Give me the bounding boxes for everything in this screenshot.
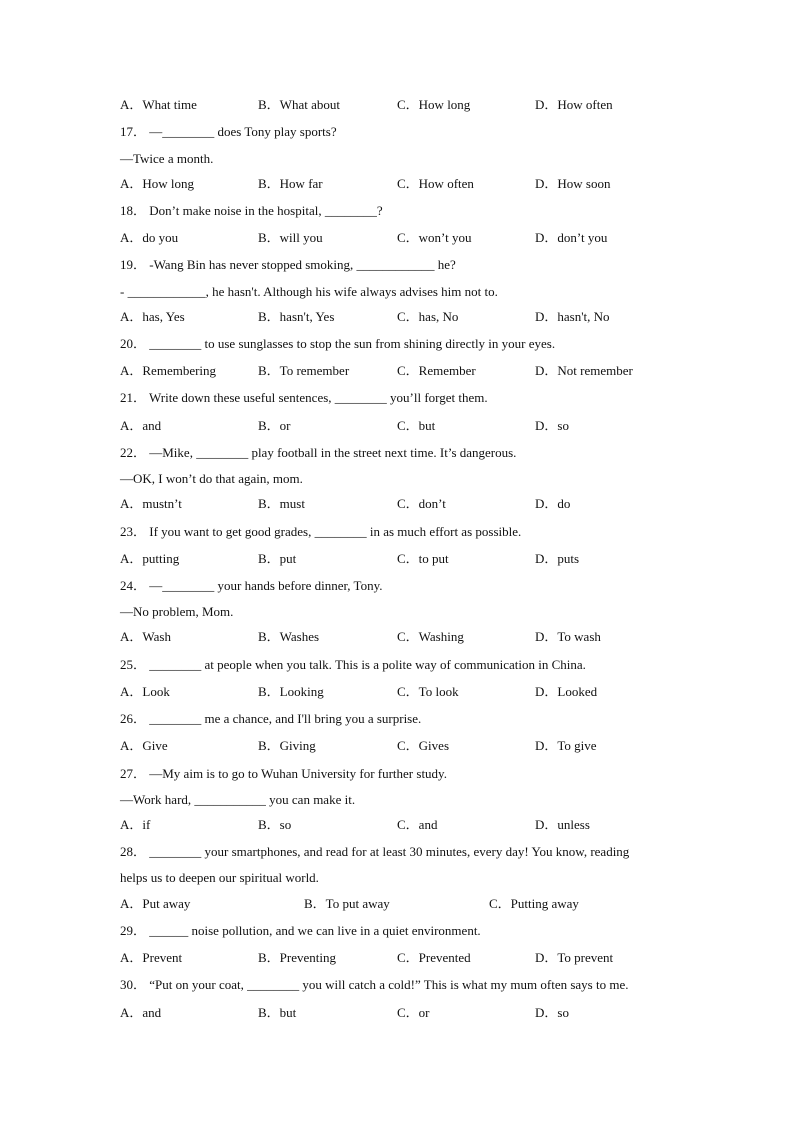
option-d: D．unless [535, 817, 590, 832]
option-a: A．How long [120, 176, 195, 191]
option-a: A．What time [120, 97, 197, 112]
option-c: C．Remember [397, 363, 476, 378]
option-a: A．mustn’t [120, 496, 182, 511]
option-d: D．hasn't, No [535, 309, 610, 324]
dialogue-reply: —No problem, Mom. [120, 604, 234, 619]
option-c: C．How long [397, 97, 471, 112]
option-a: A．has, Yes [120, 309, 185, 324]
option-b: B．To remember [258, 363, 350, 378]
option-a: A．and [120, 418, 162, 433]
question-stem: 23． If you want to get good grades, ________ in as much effort as possible. [120, 524, 522, 539]
question-stem: 19． -Wang Bin has never stopped smoking, ____________ he? [120, 257, 456, 272]
option-b: B．so [258, 817, 292, 832]
dialogue-reply: —Work hard, ___________ you can make it. [120, 792, 356, 807]
option-d: D．Not remember [535, 363, 633, 378]
question-stem-continued: helps us to deepen our spiritual world. [120, 870, 319, 885]
dialogue-reply: —Twice a month. [120, 151, 214, 166]
question-stem: 21． Write down these useful sentences, ________ you’ll forget them. [120, 390, 488, 405]
question-stem: 25． ________ at people when you talk. This is a polite way of communication in China. [120, 657, 586, 672]
option-c: C．but [397, 418, 436, 433]
option-d: D．Looked [535, 684, 598, 699]
option-a: A．do you [120, 230, 179, 245]
option-c: C．How often [397, 176, 474, 191]
option-a: A．and [120, 1005, 162, 1020]
question-stem: 18． Don’t make noise in the hospital, ________? [120, 203, 383, 218]
option-c: C．has, No [397, 309, 459, 324]
option-a: A．Prevent [120, 950, 183, 965]
option-d: D．To prevent [535, 950, 614, 965]
option-b: B．Preventing [258, 950, 336, 965]
option-d: D．puts [535, 551, 580, 566]
option-a: A．Put away [120, 896, 191, 911]
option-b: B．will you [258, 230, 323, 245]
option-c: C．and [397, 817, 438, 832]
question-stem: 26． ________ me a chance, and I'll bring you a surprise. [120, 711, 422, 726]
option-b: B．Washes [258, 629, 320, 644]
option-a: A．Look [120, 684, 170, 699]
option-d: D．so [535, 418, 569, 433]
question-stem: 30． “Put on your coat, ________ you will catch a cold!” This is what my mum often says to me. [120, 977, 629, 992]
option-a: A．putting [120, 551, 180, 566]
option-d: D．don’t you [535, 230, 608, 245]
option-a: A．Wash [120, 629, 171, 644]
question-stem: 24． —________ your hands before dinner, Tony. [120, 578, 383, 593]
option-b: B．put [258, 551, 297, 566]
option-b: B．Giving [258, 738, 316, 753]
option-b: B．hasn't, Yes [258, 309, 335, 324]
option-b: B．What about [258, 97, 340, 112]
question-stem: 20． ________ to use sunglasses to stop the sun from shining directly in your eyes. [120, 336, 556, 351]
option-c: C．don’t [397, 496, 446, 511]
option-d: D．do [535, 496, 571, 511]
question-stem: 17． —________ does Tony play sports? [120, 124, 337, 139]
option-b: B．How far [258, 176, 323, 191]
question-stem: 29． ______ noise pollution, and we can live in a quiet environment. [120, 923, 481, 938]
option-a: A．Give [120, 738, 168, 753]
dialogue-reply: —OK, I won’t do that again, mom. [120, 471, 303, 486]
option-b: B．To put away [304, 896, 390, 911]
option-d: D．How often [535, 97, 613, 112]
option-d: D．How soon [535, 176, 611, 191]
option-b: B．Looking [258, 684, 324, 699]
option-c: C．Putting away [489, 896, 579, 911]
option-c: C．or [397, 1005, 430, 1020]
option-a: A．Remembering [120, 363, 217, 378]
option-c: C．Washing [397, 629, 464, 644]
option-c: C．Gives [397, 738, 450, 753]
option-c: C．to put [397, 551, 449, 566]
option-b: B．or [258, 418, 291, 433]
option-c: C．won’t you [397, 230, 472, 245]
question-stem: 27． —My aim is to go to Wuhan University for further study. [120, 766, 447, 781]
option-d: D．To give [535, 738, 597, 753]
option-c: C．Prevented [397, 950, 471, 965]
option-b: B．must [258, 496, 305, 511]
option-d: D．To wash [535, 629, 601, 644]
dialogue-reply: - ____________, he hasn't. Although his wife always advises him not to. [120, 284, 498, 299]
option-a: A．if [120, 817, 151, 832]
option-c: C．To look [397, 684, 459, 699]
option-b: B．but [258, 1005, 297, 1020]
question-stem: 28． ________ your smartphones, and read for at least 30 minutes, every day! You know, reading [120, 844, 630, 859]
question-stem: 22． —Mike, ________ play football in the street next time. It’s dangerous. [120, 445, 517, 460]
option-d: D．so [535, 1005, 569, 1020]
